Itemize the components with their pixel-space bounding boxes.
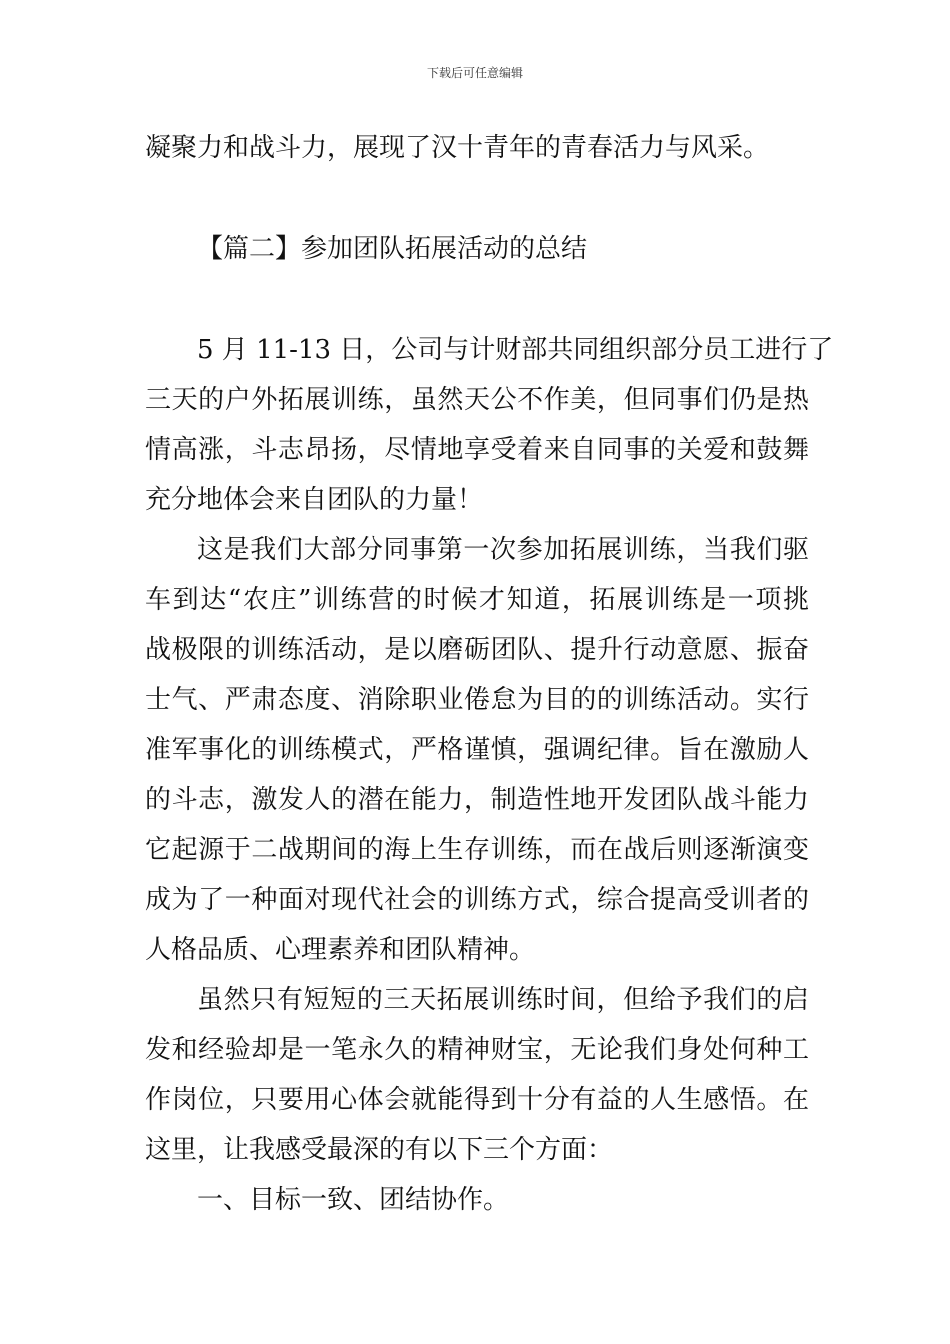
text-line: 充分地体会来自团队的力量！ [145,485,484,515]
text-line: 的斗志，激发人的潜在能力，制造性地开发团队战斗能力 [145,785,809,815]
text-line: 它起源于二战期间的海上生存训练，而在战后则逐渐演变 [145,835,809,865]
text-line: 这里，让我感受最深的有以下三个方面： [145,1135,614,1165]
text-line: 三天的户外拓展训练，虽然天公不作美，但同事们仍是热 [145,385,809,415]
text-line: 情高涨，斗志昂扬，尽情地享受着来自同事的关爱和鼓舞 [145,435,809,465]
text-line: 一、目标一致、团结协作。 [197,1185,510,1215]
text-line: 这是我们大部分同事第一次参加拓展训练，当我们驱 [197,535,809,565]
text-line: 发和经验却是一笔永久的精神财宝，无论我们身处何种工 [145,1035,809,1065]
text-line: 人格品质、心理素养和团队精神。 [145,935,536,965]
text-line: 成为了一种面对现代社会的训练方式，综合提高受训者的 [145,885,809,915]
text-line: 车到达“农庄”训练营的时候才知道，拓展训练是一项挑 [145,585,809,615]
text-line: 凝聚力和战斗力，展现了汉十青年的青春活力与风采。 [145,133,770,163]
text-line: 准军事化的训练模式，严格谨慎，强调纪律。旨在激励人 [145,735,809,765]
text-line: 作岗位，只要用心体会就能得到十分有益的人生感悟。在 [145,1085,809,1115]
text-line: 士气、严肃态度、消除职业倦怠为目的的训练活动。实行 [145,685,809,715]
text-line: 战极限的训练活动，是以磨砺团队、提升行动意愿、振奋 [145,635,809,665]
download-note: 下载后可任意编辑 [426,66,523,80]
text-line: 虽然只有短短的三天拓展训练时间，但给予我们的启 [197,985,809,1015]
text-line: 5 月 11-13 日，公司与计财部共同组织部分员工进行了 [197,335,834,365]
section-heading: 【篇二】参加团队拓展活动的总结 [197,234,588,264]
